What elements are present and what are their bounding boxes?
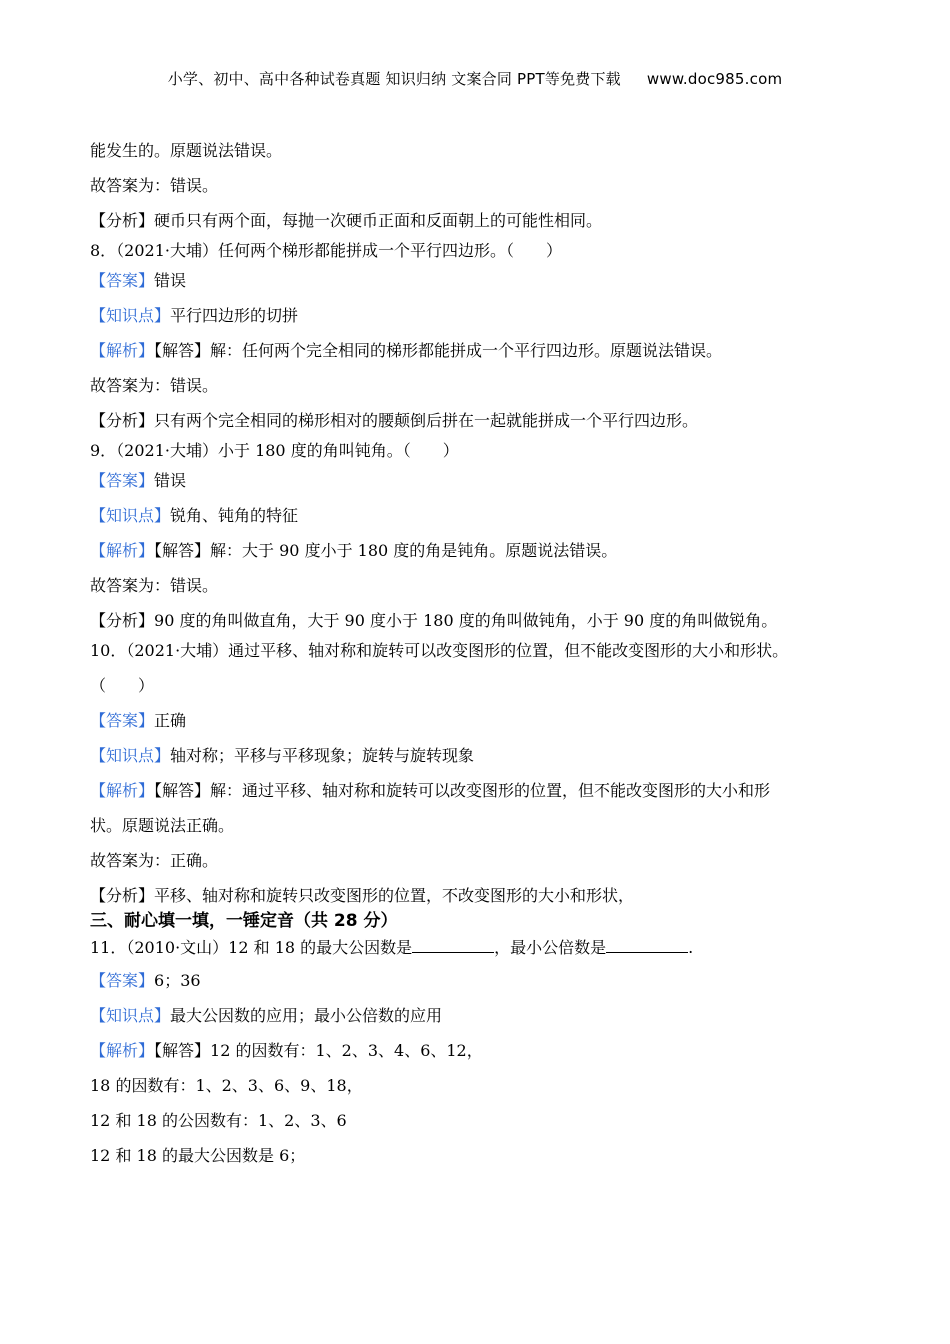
text-line: 能发生的。原题说法错误。	[90, 141, 283, 160]
analysis-tag: 【解析】	[90, 781, 155, 800]
answer-line: 【答案】错误	[90, 271, 187, 290]
answer-tag: 【答案】	[90, 471, 155, 490]
text-line: 故答案为：错误。	[90, 176, 219, 195]
text-line: 18 的因数有：1、2、3、6、9、18，	[90, 1076, 363, 1095]
knowledge-tag: 【知识点】	[90, 1006, 171, 1025]
analysis-line: 【解析】【解答】解：任何两个完全相同的梯形都能拼成一个平行四边形。原题说法错误。	[90, 341, 723, 360]
solution-tag: 【解答】	[154, 341, 211, 360]
review-line: 【分析】平移、轴对称和旋转只改变图形的位置，不改变图形的大小和形状，	[90, 886, 635, 905]
knowledge-line: 【知识点】锐角、钝角的特征	[90, 506, 299, 525]
solution-tag: 【解答】	[154, 1041, 211, 1060]
answer-line: 【答案】错误	[90, 471, 187, 490]
text-line: 故答案为：错误。	[90, 376, 219, 395]
review-tag: 【分析】	[90, 211, 155, 230]
knowledge-tag: 【知识点】	[90, 746, 171, 765]
review-tag: 【分析】	[90, 886, 155, 905]
solution-tag: 【解答】	[154, 541, 211, 560]
analysis-line: 【解析】【解答】解：大于 90 度小于 180 度的角是钝角。原题说法错误。	[90, 541, 618, 560]
answer-tag: 【答案】	[90, 271, 155, 290]
review-tag: 【分析】	[90, 611, 155, 630]
analysis-line: 【解析】【解答】12 的因数有：1、2、3、4、6、12，	[90, 1041, 483, 1060]
answer-blank[interactable]	[412, 936, 494, 953]
document-body	[90, 141, 850, 1181]
text-line: 故答案为：错误。	[90, 576, 219, 595]
knowledge-line: 【知识点】最大公因数的应用；最小公倍数的应用	[90, 1006, 443, 1025]
text-line: 状。原题说法正确。	[90, 816, 235, 835]
analysis-tag: 【解析】	[90, 1041, 155, 1060]
page-header	[0, 68, 950, 89]
knowledge-tag: 【知识点】	[90, 306, 171, 325]
review-line: 【分析】90 度的角叫做直角，大于 90 度小于 180 度的角叫做钝角，小于 90 度的角叫做锐角。	[90, 611, 778, 630]
answer-blank[interactable]	[606, 936, 688, 953]
header-text: 小学、初中、高中各种试卷真题 知识归纳 文案合同 PPT等免费下载	[167, 70, 621, 88]
text-line: 12 和 18 的公因数有：1、2、3、6	[90, 1111, 347, 1130]
analysis-tag: 【解析】	[90, 341, 155, 360]
review-line: 【分析】只有两个完全相同的梯形相对的腰颠倒后拼在一起就能拼成一个平行四边形。	[90, 411, 699, 430]
analysis-line: 【解析】【解答】解：通过平移、轴对称和旋转可以改变图形的位置，但不能改变图形的大小和形	[90, 781, 771, 800]
question-10-bracket: （ ）	[90, 676, 155, 695]
question-10: 10．（2021·大埔）通过平移、轴对称和旋转可以改变图形的位置，但不能改变图形的大小和形状。	[90, 641, 789, 660]
answer-line: 【答案】6；36	[90, 971, 201, 990]
header-site: www.doc985.com	[646, 70, 783, 88]
answer-tag: 【答案】	[90, 711, 155, 730]
solution-tag: 【解答】	[154, 781, 211, 800]
question-8: 8．（2021·大埔）任何两个梯形都能拼成一个平行四边形。（ ）	[90, 241, 562, 260]
question-11: 11．（2010·文山）12 和 18 的最大公因数是 ，最小公倍数是 .	[90, 938, 694, 957]
review-tag: 【分析】	[90, 411, 155, 430]
question-9: 9．（2021·大埔）小于 180 度的角叫钝角。（ ）	[90, 441, 459, 460]
answer-tag: 【答案】	[90, 971, 155, 990]
review-line: 【分析】硬币只有两个面，每抛一次硬币正面和反面朝上的可能性相同。	[90, 211, 603, 230]
knowledge-line: 【知识点】平行四边形的切拼	[90, 306, 299, 325]
knowledge-tag: 【知识点】	[90, 506, 171, 525]
knowledge-line: 【知识点】轴对称；平移与平移现象；旋转与旋转现象	[90, 746, 475, 765]
answer-line: 【答案】正确	[90, 711, 187, 730]
analysis-tag: 【解析】	[90, 541, 155, 560]
text-line: 12 和 18 的最大公因数是 6；	[90, 1146, 306, 1165]
text-line: 故答案为：正确。	[90, 851, 219, 870]
section-heading: 三、耐心填一填，一锤定音（共 28 分）	[90, 911, 398, 931]
